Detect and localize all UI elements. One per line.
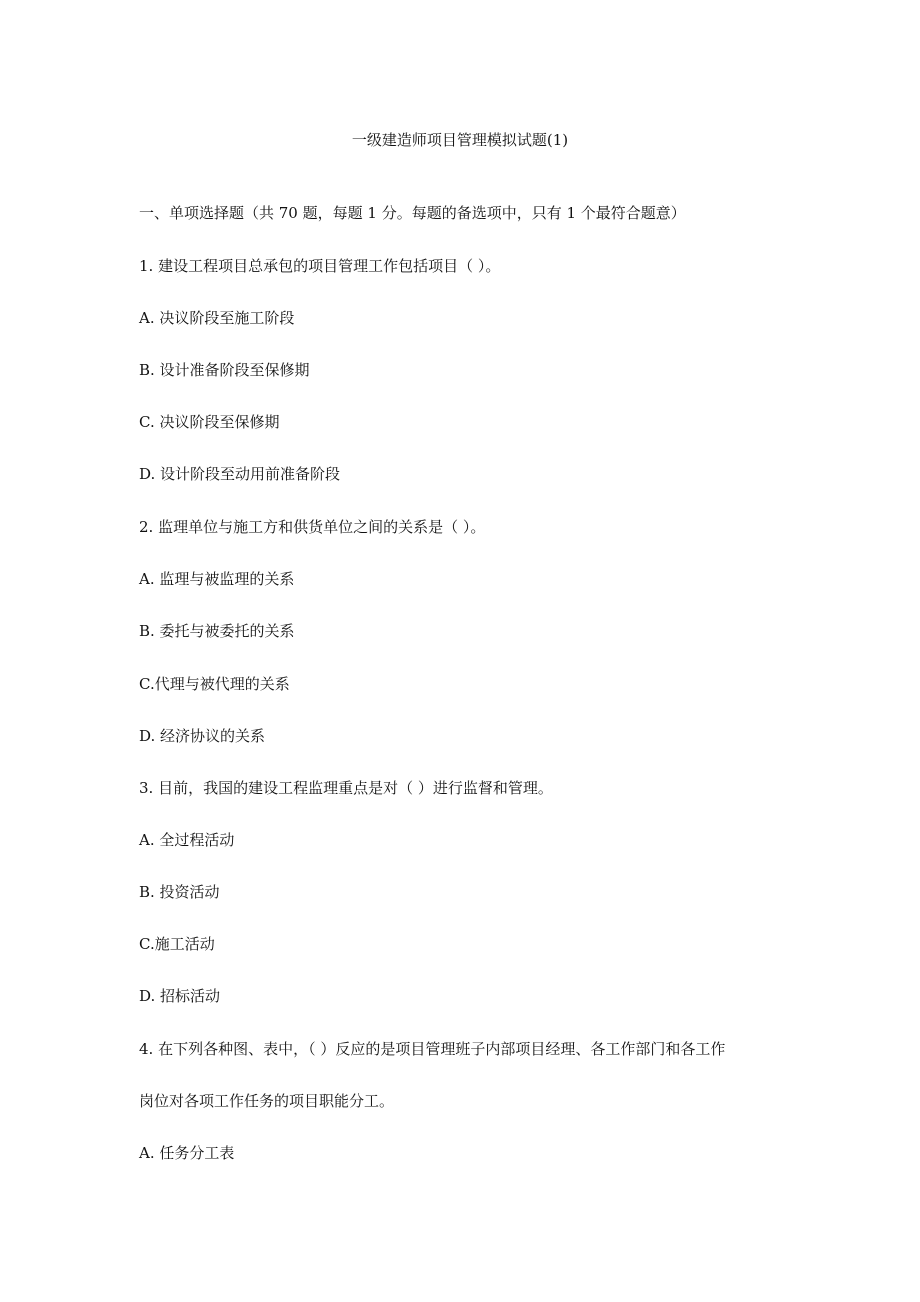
- section-heading: 一、单项选择题（共 70 题，每题 1 分。每题的备选项中，只有 1 个最符合题意）: [139, 204, 686, 222]
- question-2-option-a: A. 监理与被监理的关系: [139, 570, 295, 588]
- question-3-option-c: C.施工活动: [139, 935, 215, 953]
- question-1-option-d: D. 设计阶段至动用前准备阶段: [139, 465, 341, 483]
- question-2-option-d: D. 经济协议的关系: [139, 727, 266, 745]
- document-title: 一级建造师项目管理模拟试题(1): [351, 131, 569, 149]
- question-3-option-a: A. 全过程活动: [139, 831, 235, 849]
- question-3-stem: 3. 目前，我国的建设工程监理重点是对（ ）进行监督和管理。: [139, 779, 553, 797]
- question-3-option-b: B. 投资活动: [139, 883, 220, 901]
- question-4-stem-line-2: 岗位对各项工作任务的项目职能分工。: [139, 1092, 395, 1110]
- question-4-stem-line-1: 4. 在下列各种图、表中，（ ）反应的是项目管理班子内部项目经理、各工作部门和各工作: [139, 1040, 726, 1058]
- question-4-option-a: A. 任务分工表: [139, 1144, 235, 1162]
- question-2-stem: 2. 监理单位与施工方和供货单位之间的关系是（ ）。: [139, 518, 486, 536]
- question-2-option-c: C.代理与被代理的关系: [139, 675, 290, 693]
- question-1-option-c: C. 决议阶段至保修期: [139, 413, 280, 431]
- question-1-option-a: A. 决议阶段至施工阶段: [139, 309, 295, 327]
- question-2-option-b: B. 委托与被委托的关系: [139, 622, 295, 640]
- question-1-stem: 1. 建设工程项目总承包的项目管理工作包括项目（ ）。: [139, 257, 501, 275]
- question-1-option-b: B. 设计准备阶段至保修期: [139, 361, 310, 379]
- question-3-option-d: D. 招标活动: [139, 987, 221, 1005]
